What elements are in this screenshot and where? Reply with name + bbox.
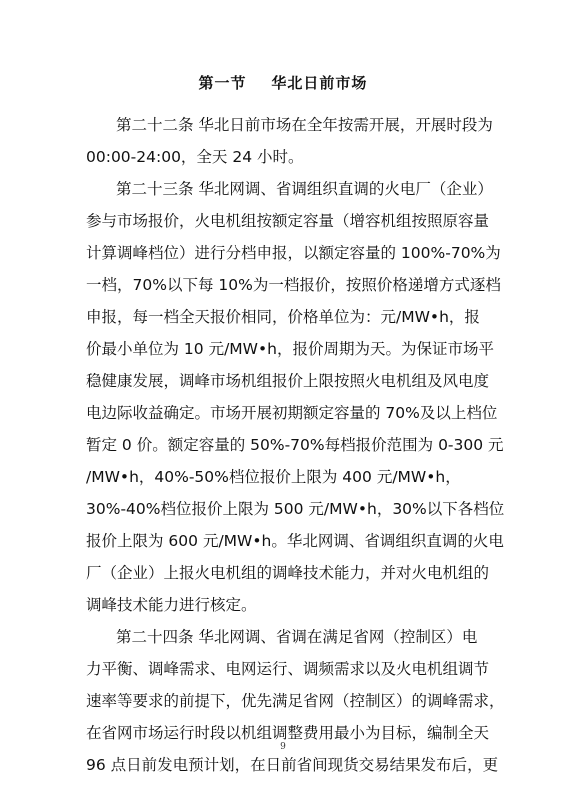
article-23-line-5: 申报，每一档全天报价相同，价格单位为：元/MW•h，报 [86, 308, 480, 326]
article-24-line-5: 96 点日前发电预计划，在日前省间现货交易结果发布后，更 [86, 756, 499, 774]
article-23-line-9: 暂定 0 价。额定容量的 50%-70%每档报价范围为 0-300 元 [86, 436, 504, 454]
article-22-line-2: 00:00-24:00，全天 24 小时。 [86, 148, 304, 166]
article-24-line-3: 速率等要求的前提下，优先满足省网（控制区）的调峰需求， [86, 692, 505, 710]
article-24-line-4: 在省网市场运行时段以机组调整费用最小为目标，编制全天 [86, 724, 490, 742]
article-23-line-6: 价最小单位为 10 元/MW•h，报价周期为天。为保证市场平 [86, 340, 494, 358]
article-23-line-4: 一档，70%以下每 10%为一档报价，按照价格递增方式逐档 [86, 276, 501, 294]
article-24-line-1: 第二十四条 华北网调、省调在满足省网（控制区）电 [116, 628, 478, 646]
article-23-line-14: 调峰技术能力进行核定。 [86, 596, 257, 614]
section-title: 第一节 华北日前市场 [198, 74, 368, 92]
article-23-line-10: /MW•h，40%-50%档位报价上限为 400 元/MW•h， [86, 468, 461, 486]
article-23-line-2: 参与市场报价，火电机组按额定容量（增容机组按照原容量 [86, 212, 490, 230]
article-23-line-1: 第二十三条 华北网调、省调组织直调的火电厂（企业） [116, 180, 493, 198]
page-number: 9 [280, 742, 286, 752]
article-23-line-13: 厂（企业）上报火电机组的调峰技术能力，并对火电机组的 [86, 564, 490, 582]
article-23-line-12: 报价上限为 600 元/MW•h。华北网调、省调组织直调的火电 [86, 532, 504, 550]
article-23-line-3: 计算调峰档位）进行分档申报，以额定容量的 100%-70%为 [86, 244, 501, 262]
article-22-line-1: 第二十二条 华北日前市场在全年按需开展，开展时段为 [116, 116, 493, 134]
article-23-line-7: 稳健康发展，调峰市场机组报价上限按照火电机组及风电度 [86, 372, 490, 390]
article-23-line-11: 30%-40%档位报价上限为 500 元/MW•h，30%以下各档位 [86, 500, 505, 518]
article-23-line-8: 电边际收益确定。市场开展初期额定容量的 70%及以上档位 [86, 404, 498, 422]
article-24-line-2: 力平衡、调峰需求、电网运行、调频需求以及火电机组调节 [86, 660, 490, 678]
